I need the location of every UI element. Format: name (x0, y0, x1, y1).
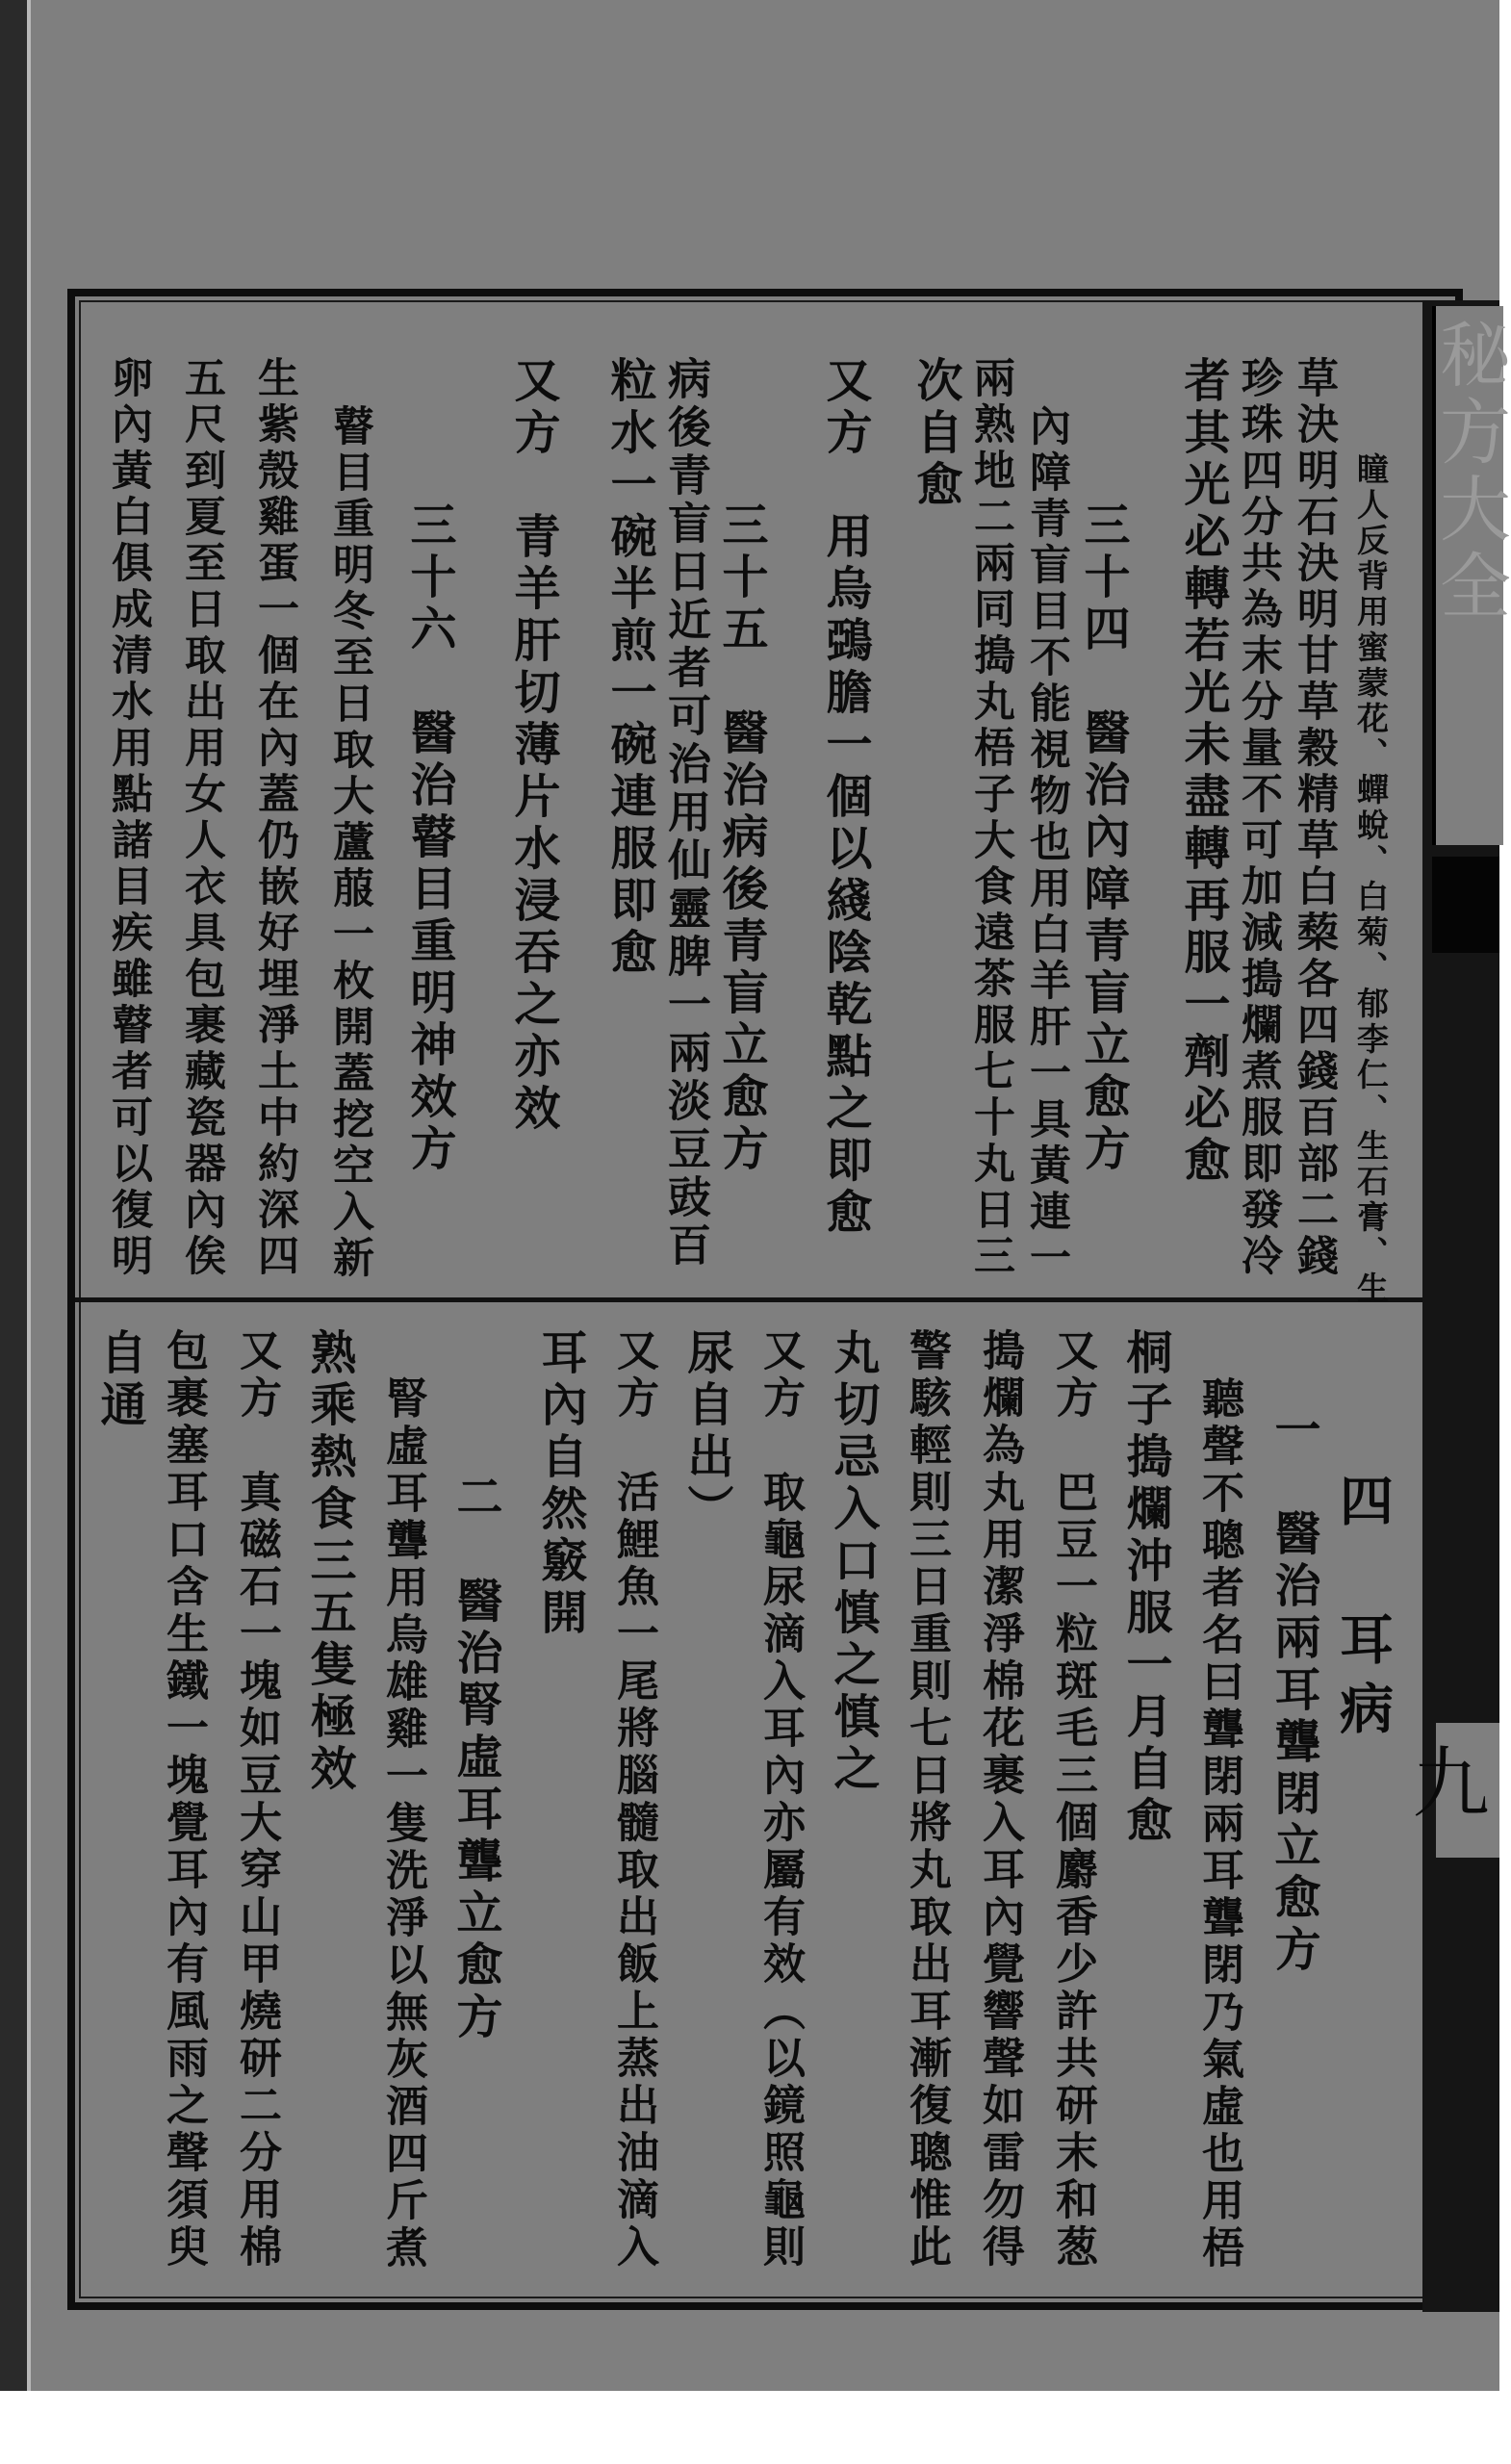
upper-col-18: 卵內黃白俱成清水用點諸目疾雖瞽者可以復明 (105, 356, 153, 1280)
upper-heading-34: 三十四 醫治內障青盲立愈方 (1076, 500, 1130, 1176)
header-black-block (1432, 857, 1499, 953)
upper-col-1: 瞳人反背用蜜蒙花、蟬蛻、白菊、郁李仁、生石膏、生 (1352, 452, 1390, 1307)
lower-col-9: 尿自出） (679, 1328, 733, 1536)
book-title: 秘方大全 (1428, 318, 1511, 626)
lower-col-14: 熟乘熱食三五隻極效 (302, 1328, 356, 1796)
lower-col-5: 搗爛為丸用潔淨棉花裹入耳內覺響聲如雷勿得 (975, 1328, 1024, 2272)
upper-col-6: 內障青盲目不能視物也用白羊肝一具黃連一 (1023, 404, 1071, 1282)
upper-col-13: 又方 青羊肝切薄片水浸吞之亦效 (506, 356, 560, 1136)
upper-col-11: 病後青盲日近者可治用仙靈脾一兩淡豆豉百 (660, 356, 711, 1270)
lower-col-17: 自通 (92, 1328, 146, 1432)
lower-col-13: 腎虛耳聾用烏雄雞一隻洗淨以無灰酒四斤煮 (378, 1376, 427, 2272)
binding-edge (27, 0, 31, 2391)
lower-heading-2: 二 醫治腎虛耳聾立愈方 (448, 1473, 502, 2044)
lower-col-7: 丸切忌入口慎之慎之 (826, 1328, 880, 1796)
binding-gutter (0, 0, 27, 2391)
page-number: 九 (1436, 1723, 1499, 1858)
upper-col-15: 瞽目重明冬至日取大蘆菔一枚開蓋挖空入新 (326, 404, 374, 1282)
lower-col-2: 聽聲不聰者名曰聾閉兩耳聾閉乃氣虛也用梧 (1194, 1376, 1243, 2272)
lower-col-15: 又方 真磁石一塊如豆大穿山甲燒研二分用棉 (232, 1328, 281, 2272)
upper-col-17: 五尺到夏至日取出用女人衣具包裹藏瓷器內俟 (178, 356, 226, 1280)
lower-col-8: 又方 取龜尿滴入耳內亦屬有效（以鏡照龜則 (756, 1328, 805, 2272)
upper-col-3: 珍珠四分共為末分量不可加減搗爛煮服即發冷 (1235, 356, 1283, 1280)
upper-heading-35: 三十五 醫治病後青盲立愈方 (714, 500, 768, 1176)
section-title-ear-disease: 四 耳病 (1331, 1473, 1395, 1750)
lower-col-3: 桐子搗爛沖服一月自愈 (1118, 1328, 1172, 1848)
section-divider (75, 1297, 1422, 1302)
lower-col-16: 包裹塞耳口含生鐵一塊覺耳內有風雨之聲須臾 (159, 1328, 208, 2272)
upper-col-16: 生紫殼雞蛋一個在內蓋仍嵌好埋淨土中約深四 (251, 356, 299, 1280)
upper-col-12: 粒水一碗半煎一碗連服即愈 (602, 356, 656, 980)
lower-col-10: 又方 活鯉魚一尾將腦髓取出飯上蒸出油滴入 (609, 1328, 658, 2272)
upper-col-4: 者其光必轉若光未盡轉再服一劑必愈 (1176, 356, 1230, 1188)
upper-col-2: 草決明石決明甘草穀精草白蔾各四錢百部二錢 (1291, 356, 1339, 1280)
lower-col-11: 耳內自然竅開 (533, 1328, 587, 1640)
lower-col-4: 又方 巴豆一粒斑毛三個麝香少許共研末和葱 (1048, 1328, 1097, 2272)
upper-col-9: 又方 用烏鵶膽一個以綫陰乾點之即愈 (818, 356, 872, 1240)
upper-col-8: 次自愈 (909, 356, 962, 512)
lower-col-6: 警駭輕則三日重則七日將丸取出耳漸復聰惟此 (902, 1328, 951, 2272)
upper-heading-36: 三十六 醫治瞽目重明神效方 (402, 500, 456, 1176)
lower-heading-1: 一 醫治兩耳聾閉立愈方 (1267, 1405, 1320, 1977)
upper-col-7: 兩熟地二兩同搗丸梧子大食遠茶服七十丸日三 (967, 356, 1015, 1280)
